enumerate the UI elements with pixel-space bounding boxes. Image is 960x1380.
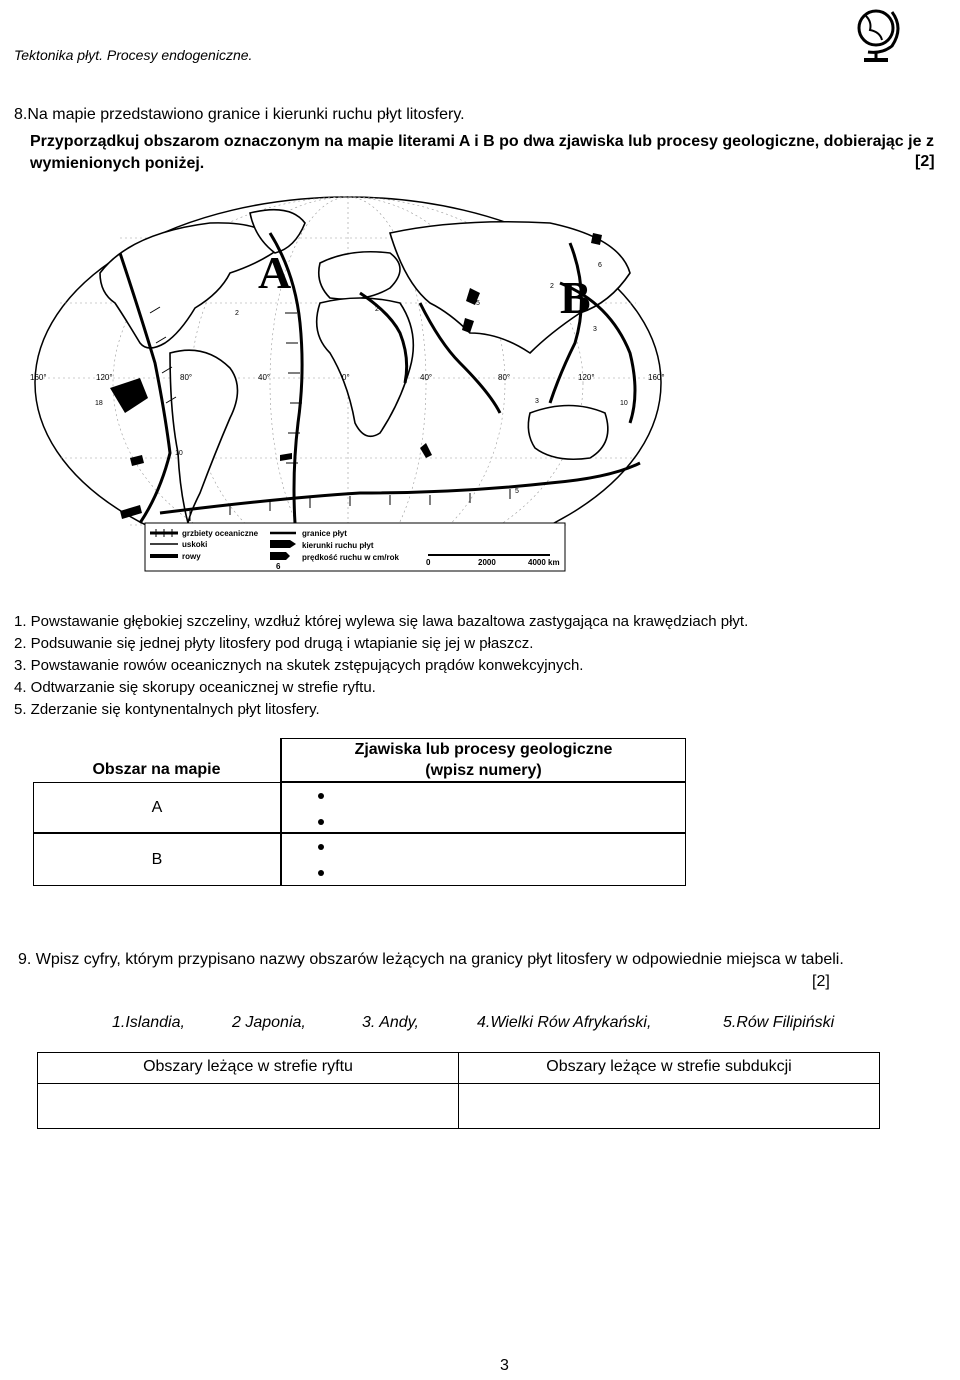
longitude-label: 160° — [648, 373, 665, 382]
place-2: 2 Japonia, — [232, 1014, 306, 1031]
task8-answer-table — [33, 738, 686, 886]
option-2: 2. Podsuwanie się jednej płyty litosfery pod drugą i wtapianie się jej w płaszcz. — [14, 635, 534, 652]
legend-plate-boundaries: granice płyt — [302, 529, 347, 538]
longitude-label: 80° — [180, 373, 193, 382]
page-number: 3 — [500, 1357, 509, 1374]
scale-2000: 2000 — [478, 558, 496, 567]
row-a-label: A — [151, 799, 163, 816]
page-header-title: Tektonika płyt. Procesy endogeniczne. — [14, 47, 253, 63]
option-5: 5. Zderzanie się kontynentalnych płyt litosfery. — [14, 701, 320, 718]
longitude-label: 120° — [578, 373, 595, 382]
place-5: 5.Rów Filipiński — [723, 1014, 835, 1031]
scale-4000: 4000 km — [528, 558, 560, 567]
task9-answer-table — [37, 1052, 880, 1129]
answer-field-rift[interactable] — [37, 1083, 459, 1129]
legend-movement-speed: prędkość ruchu w cm/rok — [302, 553, 399, 562]
map-legend — [145, 523, 565, 571]
task9-title: 9. Wpisz cyfry, którym przypisano nazwy obszarów leżących na granicy płyt litosfery w odpowiednie miejsca w tabeli. — [18, 951, 844, 968]
table-header-area: Obszar na mapie — [92, 761, 221, 778]
table-header-phenomena: Zjawiska lub procesy geologiczne — [354, 741, 613, 758]
option-4: 4. Odtwarzanie się skorupy oceanicznej w strefie ryftu. — [14, 679, 376, 696]
australia — [528, 406, 608, 460]
option-1: 1. Powstawanie głębokiej szczeliny, wzdłuż której wylewa się lawa bazaltowa zastygająca na krawędziach płyt. — [14, 613, 749, 630]
longitude-label: 40° — [258, 373, 271, 382]
task9-points: [2] — [812, 973, 830, 990]
speed-number: 2 — [375, 306, 379, 313]
longitude-label: 120° — [96, 373, 113, 382]
globe-icon — [852, 2, 904, 64]
table-header-rift: Obszary leżące w strefie ryftu — [143, 1058, 353, 1075]
speed-number: 2 — [235, 310, 239, 317]
place-4: 4.Wielki Rów Afrykański, — [477, 1014, 652, 1031]
answer-field-b[interactable] — [281, 833, 686, 886]
legend-faults: uskoki — [182, 540, 208, 549]
speed-number: 5 — [515, 488, 519, 495]
place-1: 1.Islandia, — [112, 1014, 185, 1031]
place-3: 3. Andy, — [362, 1014, 419, 1031]
longitude-label: 160° — [30, 373, 47, 382]
task8-points: [2] — [915, 153, 935, 170]
legend-trenches: rowy — [182, 552, 201, 561]
speed-number: 10 — [620, 400, 628, 407]
map-label-b: B — [560, 272, 591, 323]
speed-number: 3 — [535, 398, 539, 405]
task8-title: 8.Na mapie przedstawiono granice i kierunki ruchu płyt litosfery. — [14, 106, 465, 123]
table-header-subduction: Obszary leżące w strefie subdukcji — [546, 1058, 792, 1075]
speed-number: 6 — [598, 262, 602, 269]
table-row-b — [33, 833, 281, 886]
table-row-a — [33, 782, 281, 833]
legend-speed-example: 6 — [276, 562, 281, 571]
row-b-label: B — [151, 851, 163, 868]
answer-field-subduction[interactable] — [458, 1083, 880, 1129]
option-3: 3. Powstawanie rowów oceanicznych na skutek zstępujących prądów konwekcyjnych. — [14, 657, 584, 674]
scale-0: 0 — [426, 558, 431, 567]
legend-movement-direction: kierunki ruchu płyt — [302, 541, 374, 550]
longitude-label: 0° — [342, 373, 350, 382]
longitude-label: 40° — [420, 373, 433, 382]
task8-instruction: Przyporządkuj obszarom oznaczonym na mapie literami A i B po dwa zjawiska lub procesy geologiczne, dobierając je z wymienionych poniżej. — [30, 133, 934, 172]
longitude-label: 80° — [498, 373, 511, 382]
speed-number: 10 — [175, 450, 183, 457]
answer-field-a[interactable] — [281, 782, 686, 833]
speed-number: 2 — [550, 283, 554, 290]
tectonic-plates-map — [30, 193, 666, 573]
speed-number: 18 — [95, 400, 103, 407]
legend-ridges: grzbiety oceaniczne — [182, 529, 259, 538]
speed-number: 3 — [593, 326, 597, 333]
table-header-phenomena-hint: (wpisz numery) — [425, 762, 542, 779]
map-label-a: A — [258, 247, 292, 298]
speed-number: 5 — [476, 300, 480, 307]
